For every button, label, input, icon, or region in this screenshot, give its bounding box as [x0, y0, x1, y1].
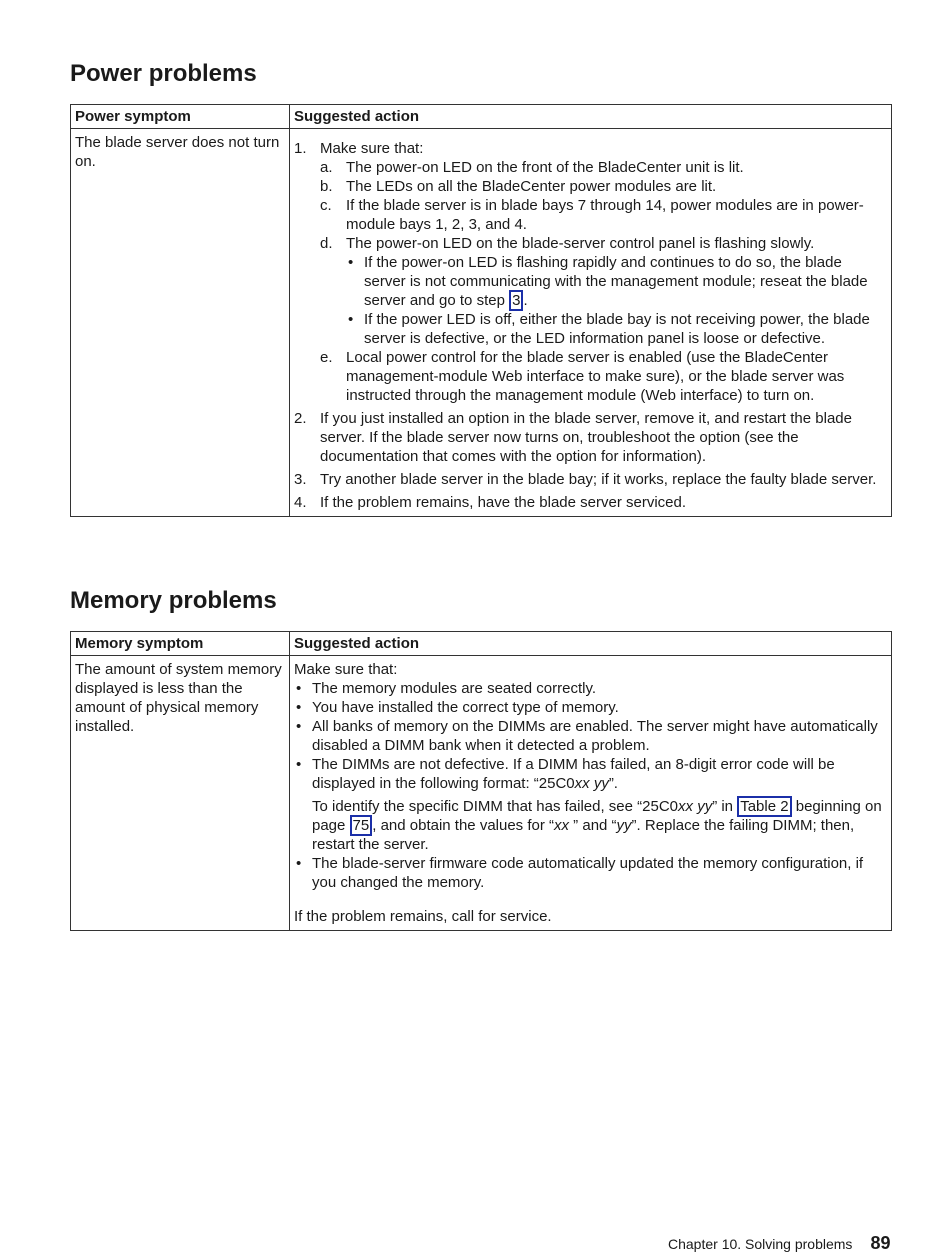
bullet-icon: • [296, 855, 302, 872]
bullet-item [346, 310, 887, 348]
step-item [294, 409, 887, 466]
substep-marker: e. [320, 349, 333, 366]
bullet-list [346, 253, 887, 348]
step-item [294, 139, 887, 405]
bullet-text: The memory modules are seated correctly. [312, 680, 596, 697]
step-number: 1. [294, 140, 307, 157]
identify-text: ” in [712, 798, 738, 815]
code-yy: yy [697, 798, 713, 815]
identify-text: ” and “ [569, 817, 617, 834]
action-cell [290, 129, 892, 517]
substeps-list [320, 158, 887, 405]
bullet-icon: • [296, 699, 302, 716]
substep-marker: b. [320, 178, 333, 195]
bullet-item [346, 253, 887, 310]
step-number: 3. [294, 471, 307, 488]
identify-text: , and obtain the values for “ [372, 817, 555, 834]
table-header-row [71, 632, 892, 656]
action-cell [290, 656, 892, 931]
substep-text: Local power control for the blade server is enabled (use the BladeCenter management-module Web interface to make sure), or the blade server was instructed through the management module (Web interface) to turn on. [346, 349, 845, 404]
table-row [71, 656, 892, 931]
bullet-item [294, 854, 887, 892]
step-number: 4. [294, 494, 307, 511]
code-xx: xx [574, 775, 590, 792]
section-heading-power: Power problems [70, 60, 257, 87]
bullet-text: If the power-on LED is flashing rapidly and continues to do so, the blade server is not communicating with the management module; reseat the blade server and go to step [364, 254, 868, 309]
substep-text: If the blade server is in blade bays 7 through 14, power modules are in power-module bays 1, 2, 3, and 4. [346, 197, 864, 233]
substep-text: The power-on LED on the front of the BladeCenter unit is lit. [346, 159, 744, 176]
substep-item [320, 196, 887, 234]
bullet-item [294, 755, 887, 854]
code-xx: xx [678, 798, 694, 815]
bullet-text: If the power LED is off, either the blade bay is not receiving power, the blade server is defective, or the LED information panel is loose or defective. [364, 311, 870, 347]
closing-text: If the problem remains, call for service. [294, 908, 552, 925]
substep-marker: d. [320, 235, 333, 252]
page-75-link[interactable]: 75 [350, 815, 373, 836]
bullet-text: The DIMMs are not defective. If a DIMM has failed, an 8-digit error code will be displayed in the following format: “25C0 [312, 756, 835, 792]
step-text: If you just installed an option in the blade server, remove it, and restart the blade server. If the blade server now turns on, troubleshoot the option (see the documentation that comes with the option for information). [320, 410, 852, 465]
table-2-link[interactable]: Table 2 [737, 796, 791, 817]
identify-text: ”. Replace the failing DIMM; then, restart the server. [312, 817, 855, 853]
bullet-icon: • [348, 311, 354, 328]
substep-marker: c. [320, 197, 332, 214]
bullet-icon: • [296, 718, 302, 735]
bullet-item [294, 698, 887, 717]
step-text: Try another blade server in the blade bay; if it works, replace the faulty blade server. [320, 471, 877, 488]
page-number: 89 [870, 1233, 891, 1253]
identify-paragraph [312, 797, 887, 854]
intro-text: Make sure that: [294, 661, 398, 678]
code-xx: xx [554, 817, 570, 834]
column-header-symptom: Power symptom [71, 105, 290, 129]
bullet-icon: • [296, 756, 302, 773]
step-text: If the problem remains, have the blade server serviced. [320, 494, 687, 511]
code-yy: yy [593, 775, 609, 792]
bullet-icon: • [296, 680, 302, 697]
substep-text: The LEDs on all the BladeCenter power modules are lit. [346, 178, 717, 195]
section-heading-memory: Memory problems [70, 587, 277, 614]
substep-item [320, 158, 887, 177]
bullet-icon: • [348, 254, 354, 271]
bullet-text: The blade-server firmware code automatically updated the memory configuration, if you changed the memory. [312, 855, 864, 891]
step-3-link[interactable]: 3 [509, 290, 523, 311]
symptom-cell: The amount of system memory displayed is less than the amount of physical memory installed. [71, 656, 290, 931]
column-header-symptom: Memory symptom [71, 632, 290, 656]
bullet-text-end: . [523, 292, 528, 309]
bullet-text-end: ”. [608, 775, 618, 792]
identify-text: To identify the specific DIMM that has failed, see “25C0 [312, 798, 679, 815]
column-header-action: Suggested action [290, 105, 892, 129]
page-footer [668, 1233, 898, 1254]
step-number: 2. [294, 410, 307, 427]
table-row [71, 129, 892, 517]
memory-problems-table [70, 631, 892, 931]
symptom-cell: The blade server does not turn on. [71, 129, 290, 517]
bullet-item [294, 717, 887, 755]
step-text: Make sure that: [320, 140, 424, 157]
bullet-list [294, 679, 887, 892]
column-header-action: Suggested action [290, 632, 892, 656]
substep-item [320, 348, 887, 405]
bullet-text: You have installed the correct type of memory. [312, 699, 619, 716]
substep-marker: a. [320, 159, 333, 176]
bullet-item [294, 679, 887, 698]
bullet-text: All banks of memory on the DIMMs are enabled. The server might have automatically disabled a DIMM bank when it detected a problem. [312, 718, 878, 754]
steps-list [294, 139, 887, 512]
substep-text: The power-on LED on the blade-server control panel is flashing slowly. [346, 235, 815, 252]
code-yy: yy [616, 817, 632, 834]
step-item [294, 493, 887, 512]
power-problems-table [70, 104, 892, 517]
step-item [294, 470, 887, 489]
chapter-title: Chapter 10. Solving problems [668, 1236, 853, 1252]
table-header-row [71, 105, 892, 129]
substep-item [320, 177, 887, 196]
identify-text: beginning on page [312, 798, 882, 834]
substep-item [320, 234, 887, 348]
